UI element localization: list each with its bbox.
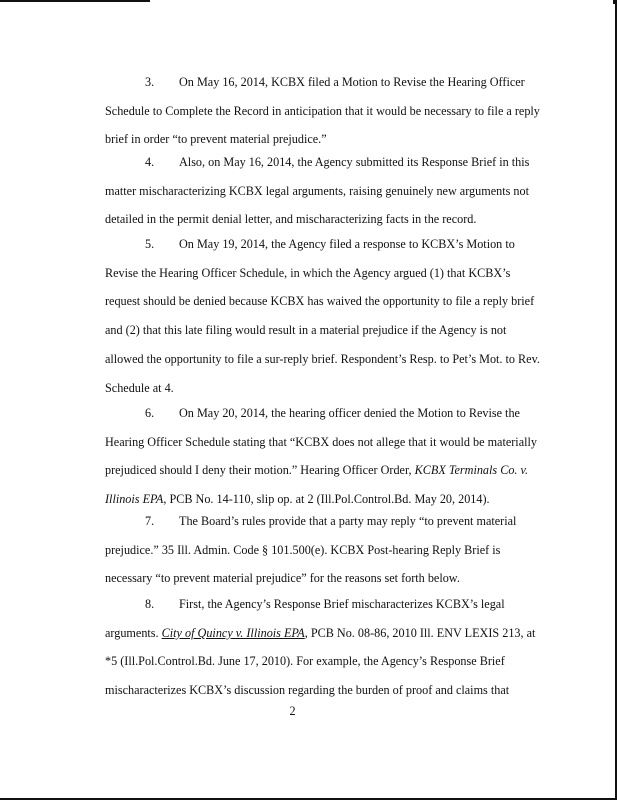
paragraph-8 xyxy=(105,590,540,705)
paragraph-6 xyxy=(105,399,540,514)
page-top-left-border xyxy=(0,0,150,2)
paragraph-number: 8. xyxy=(145,597,155,611)
paragraph-text: On May 19, 2014, the Agency filed a response to KCBX’s Motion to Revise the Hearing Officer Schedule, in which the Agency argued (1) that KCBX’s request should be denied because KCBX has waived the opportunity to file a reply brief and (2) that this late filing would result in a material prejudice if the Agency is not allowed the opportunity to file a sur-reply brief. Respondent’s Resp. to Pet’s Mot. to Rev. Schedule at 4. xyxy=(105,237,540,395)
case-citation: City of Quincy v. Illinois EPA xyxy=(161,625,305,640)
paragraph-text-continued: , PCB No. 08-86, 2010 Ill. ENV LEXIS 213, at *5 (Ill.Pol.Control.Bd. June 17, 2010). For example, the Agency’s Response Brief mischaracterizes KCBX’s discussion regarding the burden of proof and claims that xyxy=(105,625,536,698)
paragraph-number: 6. xyxy=(145,406,155,420)
case-citation: KCBX Terminals Co. v. Illinois EPA xyxy=(105,463,529,507)
paragraph-4 xyxy=(105,148,540,234)
paragraph-number: 7. xyxy=(145,514,155,528)
paragraph-7 xyxy=(105,507,540,593)
paragraph-text: On May 16, 2014, KCBX filed a Motion to Revise the Hearing Officer Schedule to Complete the Record in anticipation that it would be necessary to file a reply brief in order “to prevent material prejudice.” xyxy=(105,75,540,147)
paragraph-text: The Board’s rules provide that a party may reply “to prevent material prejudice.” 35 Ill. Admin. Code § 101.500(e). KCBX Post-hearing Reply Brief is necessary “to prevent material prejudice” for the reasons set forth below. xyxy=(105,514,517,586)
paragraph-text: Also, on May 16, 2014, the Agency submitted its Response Brief in this matter mischaracterizing KCBX legal arguments, raising genuinely new arguments not detailed in the permit denial letter, and mischaracterizing facts in the record. xyxy=(105,155,530,227)
paragraph-number: 5. xyxy=(145,237,155,251)
paragraph-text-continued: , PCB No. 14-110, slip op. at 2 (Ill.Pol.Control.Bd. May 20, 2014). xyxy=(163,492,490,507)
paragraph-5 xyxy=(105,230,540,402)
paragraph-number: 3. xyxy=(145,75,155,89)
paragraph-text: First, the Agency’s Response Brief mischaracterizes KCBX’s legal arguments. xyxy=(105,597,505,640)
page-number: 2 xyxy=(289,704,296,718)
paragraph-number: 4. xyxy=(145,155,155,169)
paragraph-3 xyxy=(105,68,540,154)
paragraph-text: On May 20, 2014, the hearing officer denied the Motion to Revise the Hearing Officer Schedule stating that “KCBX does not allege that it would be materially prejudiced should I deny their motion.” Hearing Officer Order, xyxy=(105,406,537,478)
